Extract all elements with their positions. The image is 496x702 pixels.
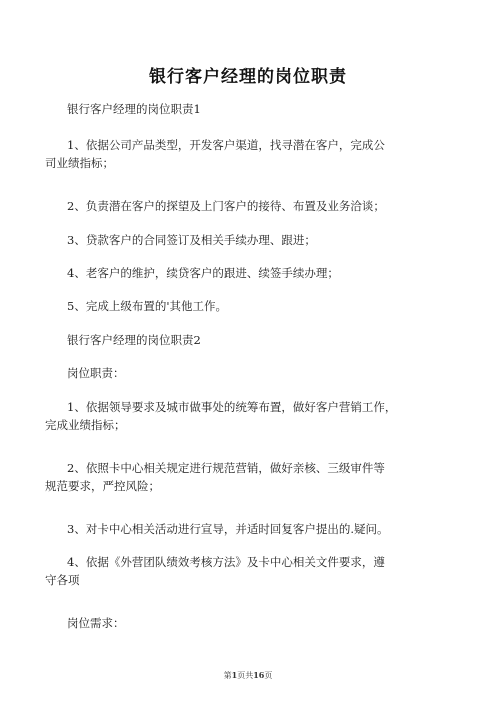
- paragraph-11: [67, 520, 437, 538]
- paragraph-text-continued: 司业绩指标；: [45, 156, 114, 170]
- paragraph-13: [67, 614, 437, 632]
- paragraph-text: 4、老客户的维护，续贷客户的跟进、续签手续办理；: [67, 266, 339, 280]
- paragraph-text-continued: 完成业绩指标；: [45, 418, 126, 432]
- document-title: 银行客户经理的岗位职责: [149, 67, 347, 87]
- footer-middle: 页共: [237, 671, 254, 680]
- paragraph-8: [67, 364, 437, 382]
- total-page-count: 16: [253, 670, 265, 680]
- paragraph-text: 银行客户经理的岗位职责1: [67, 102, 201, 116]
- paragraph-text: 3、贷款客户的合同签订及相关手续办理、跟进；: [67, 233, 316, 247]
- paragraph-10: [45, 459, 437, 495]
- paragraph-text: 岗位需求：: [67, 616, 125, 630]
- paragraph-6: [67, 297, 437, 315]
- paragraph-4: [67, 231, 437, 249]
- current-page-number: 1: [231, 670, 238, 680]
- paragraph-text-continued: 守各项: [45, 573, 80, 587]
- paragraph-text: 5、完成上级布置的'其他工作。: [67, 299, 227, 313]
- paragraph-9: [45, 398, 437, 434]
- page-footer: [0, 670, 496, 681]
- paragraph-5: [67, 264, 437, 282]
- footer-suffix: 页: [264, 671, 273, 680]
- footer-prefix: 第: [223, 671, 232, 680]
- paragraph-text-continued: 规范要求，严控风险；: [45, 479, 160, 493]
- paragraph-text: 2、负责潜在客户的探望及上门客户的接待、布置及业务洽谈；: [67, 199, 385, 213]
- paragraph-text: 岗位职责：: [67, 366, 125, 380]
- paragraph-2: [45, 136, 437, 172]
- paragraph-text: 1、依据公司产品类型，开发客户渠道，找寻潜在客户，完成公: [67, 138, 385, 152]
- paragraph-12: [45, 553, 437, 589]
- paragraph-text: 银行客户经理的岗位职责2: [67, 333, 201, 347]
- paragraph-text: 3、对卡中心相关活动进行宣导，并适时回复客户提出的.疑问。: [67, 522, 389, 536]
- paragraph-text: 4、依据《外营团队绩效考核方法》及卡中心相关文件要求，遵: [67, 555, 385, 569]
- paragraph-text: 2、依照卡中心相关规定进行规范营销，做好亲核、三级审件等: [67, 461, 385, 475]
- paragraph-3: [67, 197, 437, 215]
- paragraph-1: [67, 100, 437, 118]
- paragraph-text: 1、依据领导要求及城市做事处的统筹布置，做好客户营销工作，: [67, 400, 397, 414]
- paragraph-7: [67, 331, 437, 349]
